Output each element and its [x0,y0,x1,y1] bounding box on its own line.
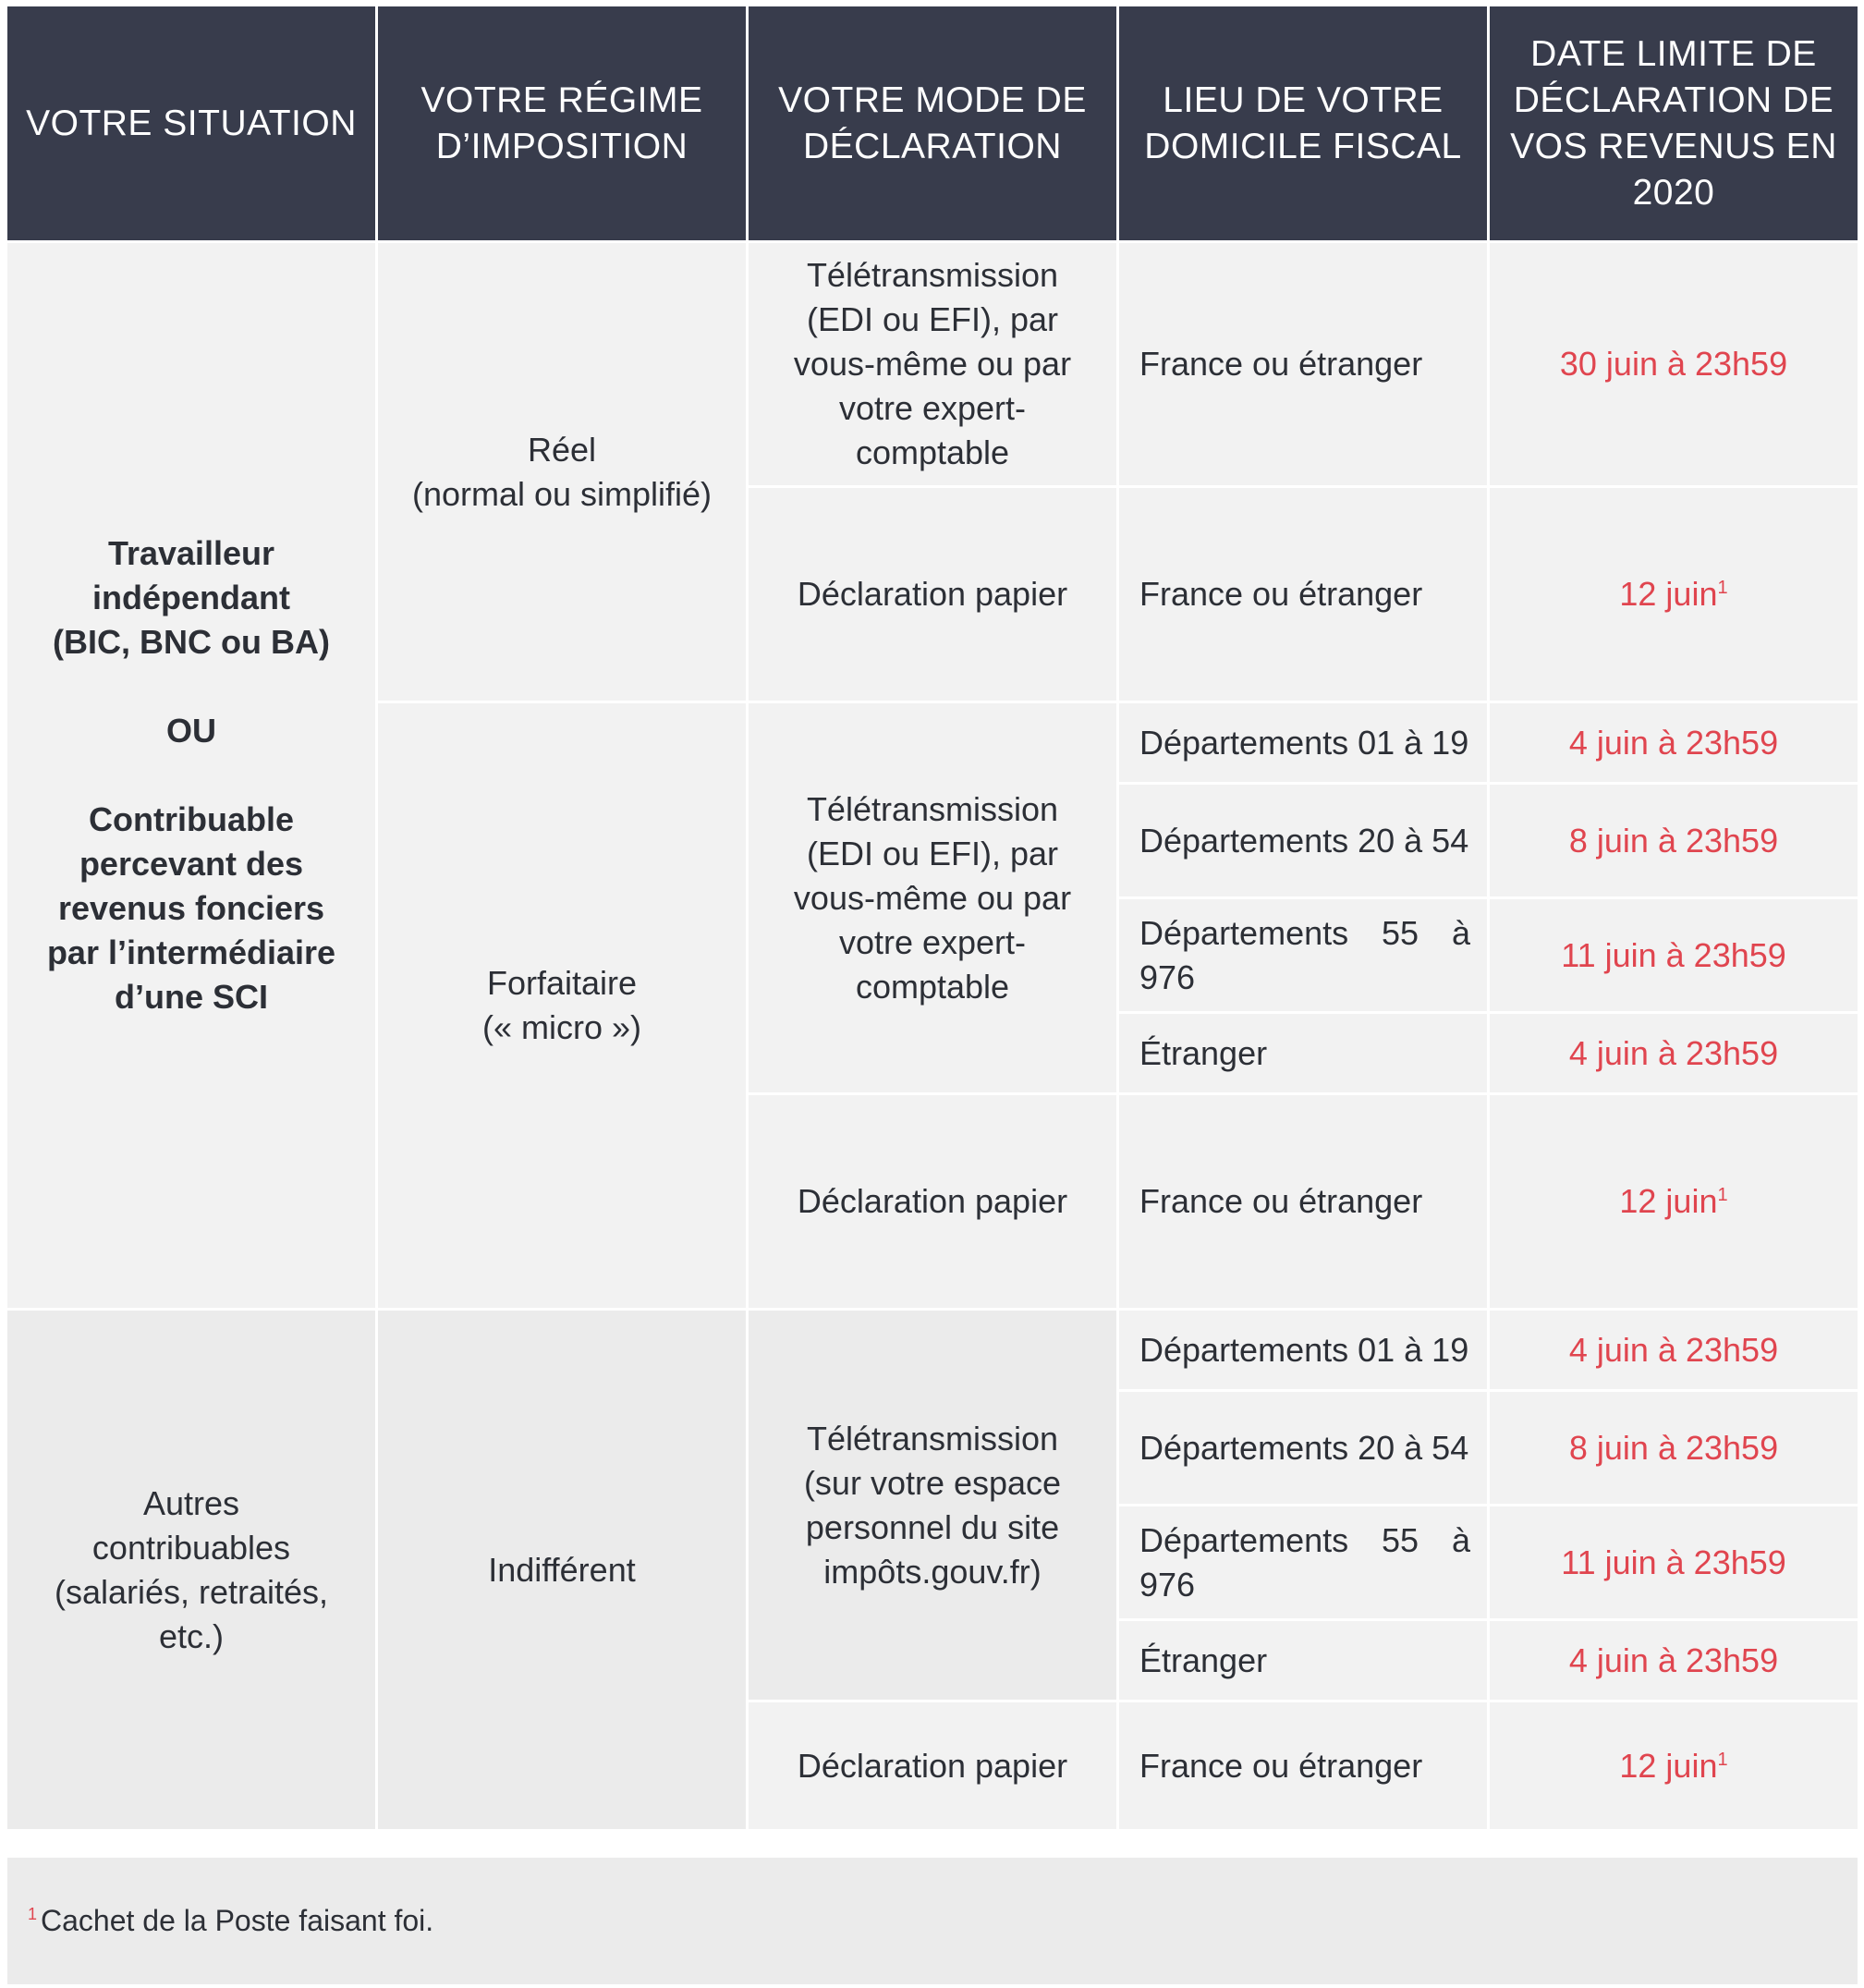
lieu-dep-01-19: Départements 01 à 19 [1119,703,1487,782]
mode-teletransmission: Télétransmission (sur votre espace personnel du site impôts.gouv.fr) [749,1311,1116,1700]
mode-papier: Déclaration papier [749,1095,1116,1308]
lieu-dep-20-54 [1119,785,1487,896]
regime-reel: Réel (normal ou simplifié) [378,243,746,701]
mode-papier: Déclaration papier [749,488,1116,701]
situation-independant: Travailleur indépendant (BIC, BNC ou BA) OU Contribuable percevant des revenus fonciers par l’intermédiaire d’une SCI [7,243,375,1308]
date-limite [1490,243,1858,485]
lieu-text: Départements 20 à 54 [1139,821,1469,860]
date-limite [1490,1702,1858,1829]
lieu-text: Départements 55 à 976 [1139,1520,1470,1604]
date-time: à 23h59 [1648,723,1779,762]
date-limite [1490,1621,1858,1700]
lieu-dep-55-976 [1119,1506,1487,1618]
header-regime: VOTRE RÉGIME D’IMPOSITION [378,6,746,240]
footnote-text: Cachet de la Poste faisant foi. [41,1904,434,1937]
footnote-box [7,1858,1858,1984]
date-day: 11 juin [1561,935,1657,974]
date-time: à 23h59 [1648,1640,1779,1679]
footnote-marker: 1 [1717,578,1728,598]
date-time: à 23h59 [1648,821,1779,860]
lieu-france-etranger: France ou étranger [1119,243,1487,485]
header-date: DATE LIMITE DE DÉCLARATION DE VOS REVENUS EN 2020 [1490,6,1858,240]
date-limite [1490,1095,1858,1308]
date-day: 8 juin [1568,821,1649,860]
footnote-marker: 1 [28,1905,38,1924]
lieu-text: Départements 55 à 976 [1139,913,1470,996]
date-limite [1490,1014,1858,1092]
date-limite [1490,703,1858,782]
date-day: 11 juin [1561,1543,1657,1581]
header-mode: VOTRE MODE DE DÉCLARATION [749,6,1116,240]
regime-forfaitaire: Forfaitaire (« micro ») [378,703,746,1308]
date-day: 12 juin [1619,575,1718,613]
date-day: 12 juin [1619,1746,1718,1785]
date-day: 4 juin [1568,1330,1649,1369]
lieu-etranger: Étranger [1119,1621,1487,1700]
date-time: à 23h59 [1656,1543,1786,1581]
lieu-etranger: Étranger [1119,1014,1487,1092]
footnote [28,1904,433,1938]
date-day: 30 juin [1559,345,1658,383]
mode-papier: Déclaration papier [749,1702,1116,1829]
lieu-france-etranger: France ou étranger [1119,1095,1487,1308]
footnote-marker: 1 [1717,1185,1728,1205]
header-lieu: LIEU DE VOTRE DOMICILE FISCAL [1119,6,1487,240]
regime-indifferent: Indifférent [378,1311,746,1829]
date-limite [1490,1392,1858,1504]
deadline-table [7,6,1858,1829]
date-day: 8 juin [1568,1428,1649,1467]
date-limite [1490,785,1858,896]
date-day: 4 juin [1568,1033,1649,1072]
date-time: à 23h59 [1657,345,1788,383]
lieu-text: Départements 20 à 54 [1139,1428,1469,1467]
lieu-dep-01-19: Départements 01 à 19 [1119,1311,1487,1389]
date-time: à 23h59 [1648,1330,1779,1369]
date-time: à 23h59 [1648,1033,1779,1072]
date-limite [1490,899,1858,1011]
date-limite [1490,488,1858,701]
lieu-dep-20-54 [1119,1392,1487,1504]
date-day: 4 juin [1568,723,1649,762]
date-limite [1490,1311,1858,1389]
footnote-marker: 1 [1717,1749,1728,1770]
mode-teletransmission: Télétransmission (EDI ou EFI), par vous-même ou par votre expert- comptable [749,703,1116,1092]
date-time: à 23h59 [1656,935,1786,974]
mode-teletransmission: Télétransmission (EDI ou EFI), par vous-même ou par votre expert- comptable [749,243,1116,485]
situation-autres: Autres contribuables (salariés, retraités, etc.) [7,1311,375,1829]
header-situation: VOTRE SITUATION [7,6,375,240]
date-time: à 23h59 [1648,1428,1779,1467]
lieu-dep-55-976 [1119,899,1487,1011]
lieu-france-etranger: France ou étranger [1119,488,1487,701]
lieu-france-etranger: France ou étranger [1119,1702,1487,1829]
date-day: 4 juin [1568,1640,1649,1679]
date-limite [1490,1506,1858,1618]
date-day: 12 juin [1619,1182,1718,1220]
